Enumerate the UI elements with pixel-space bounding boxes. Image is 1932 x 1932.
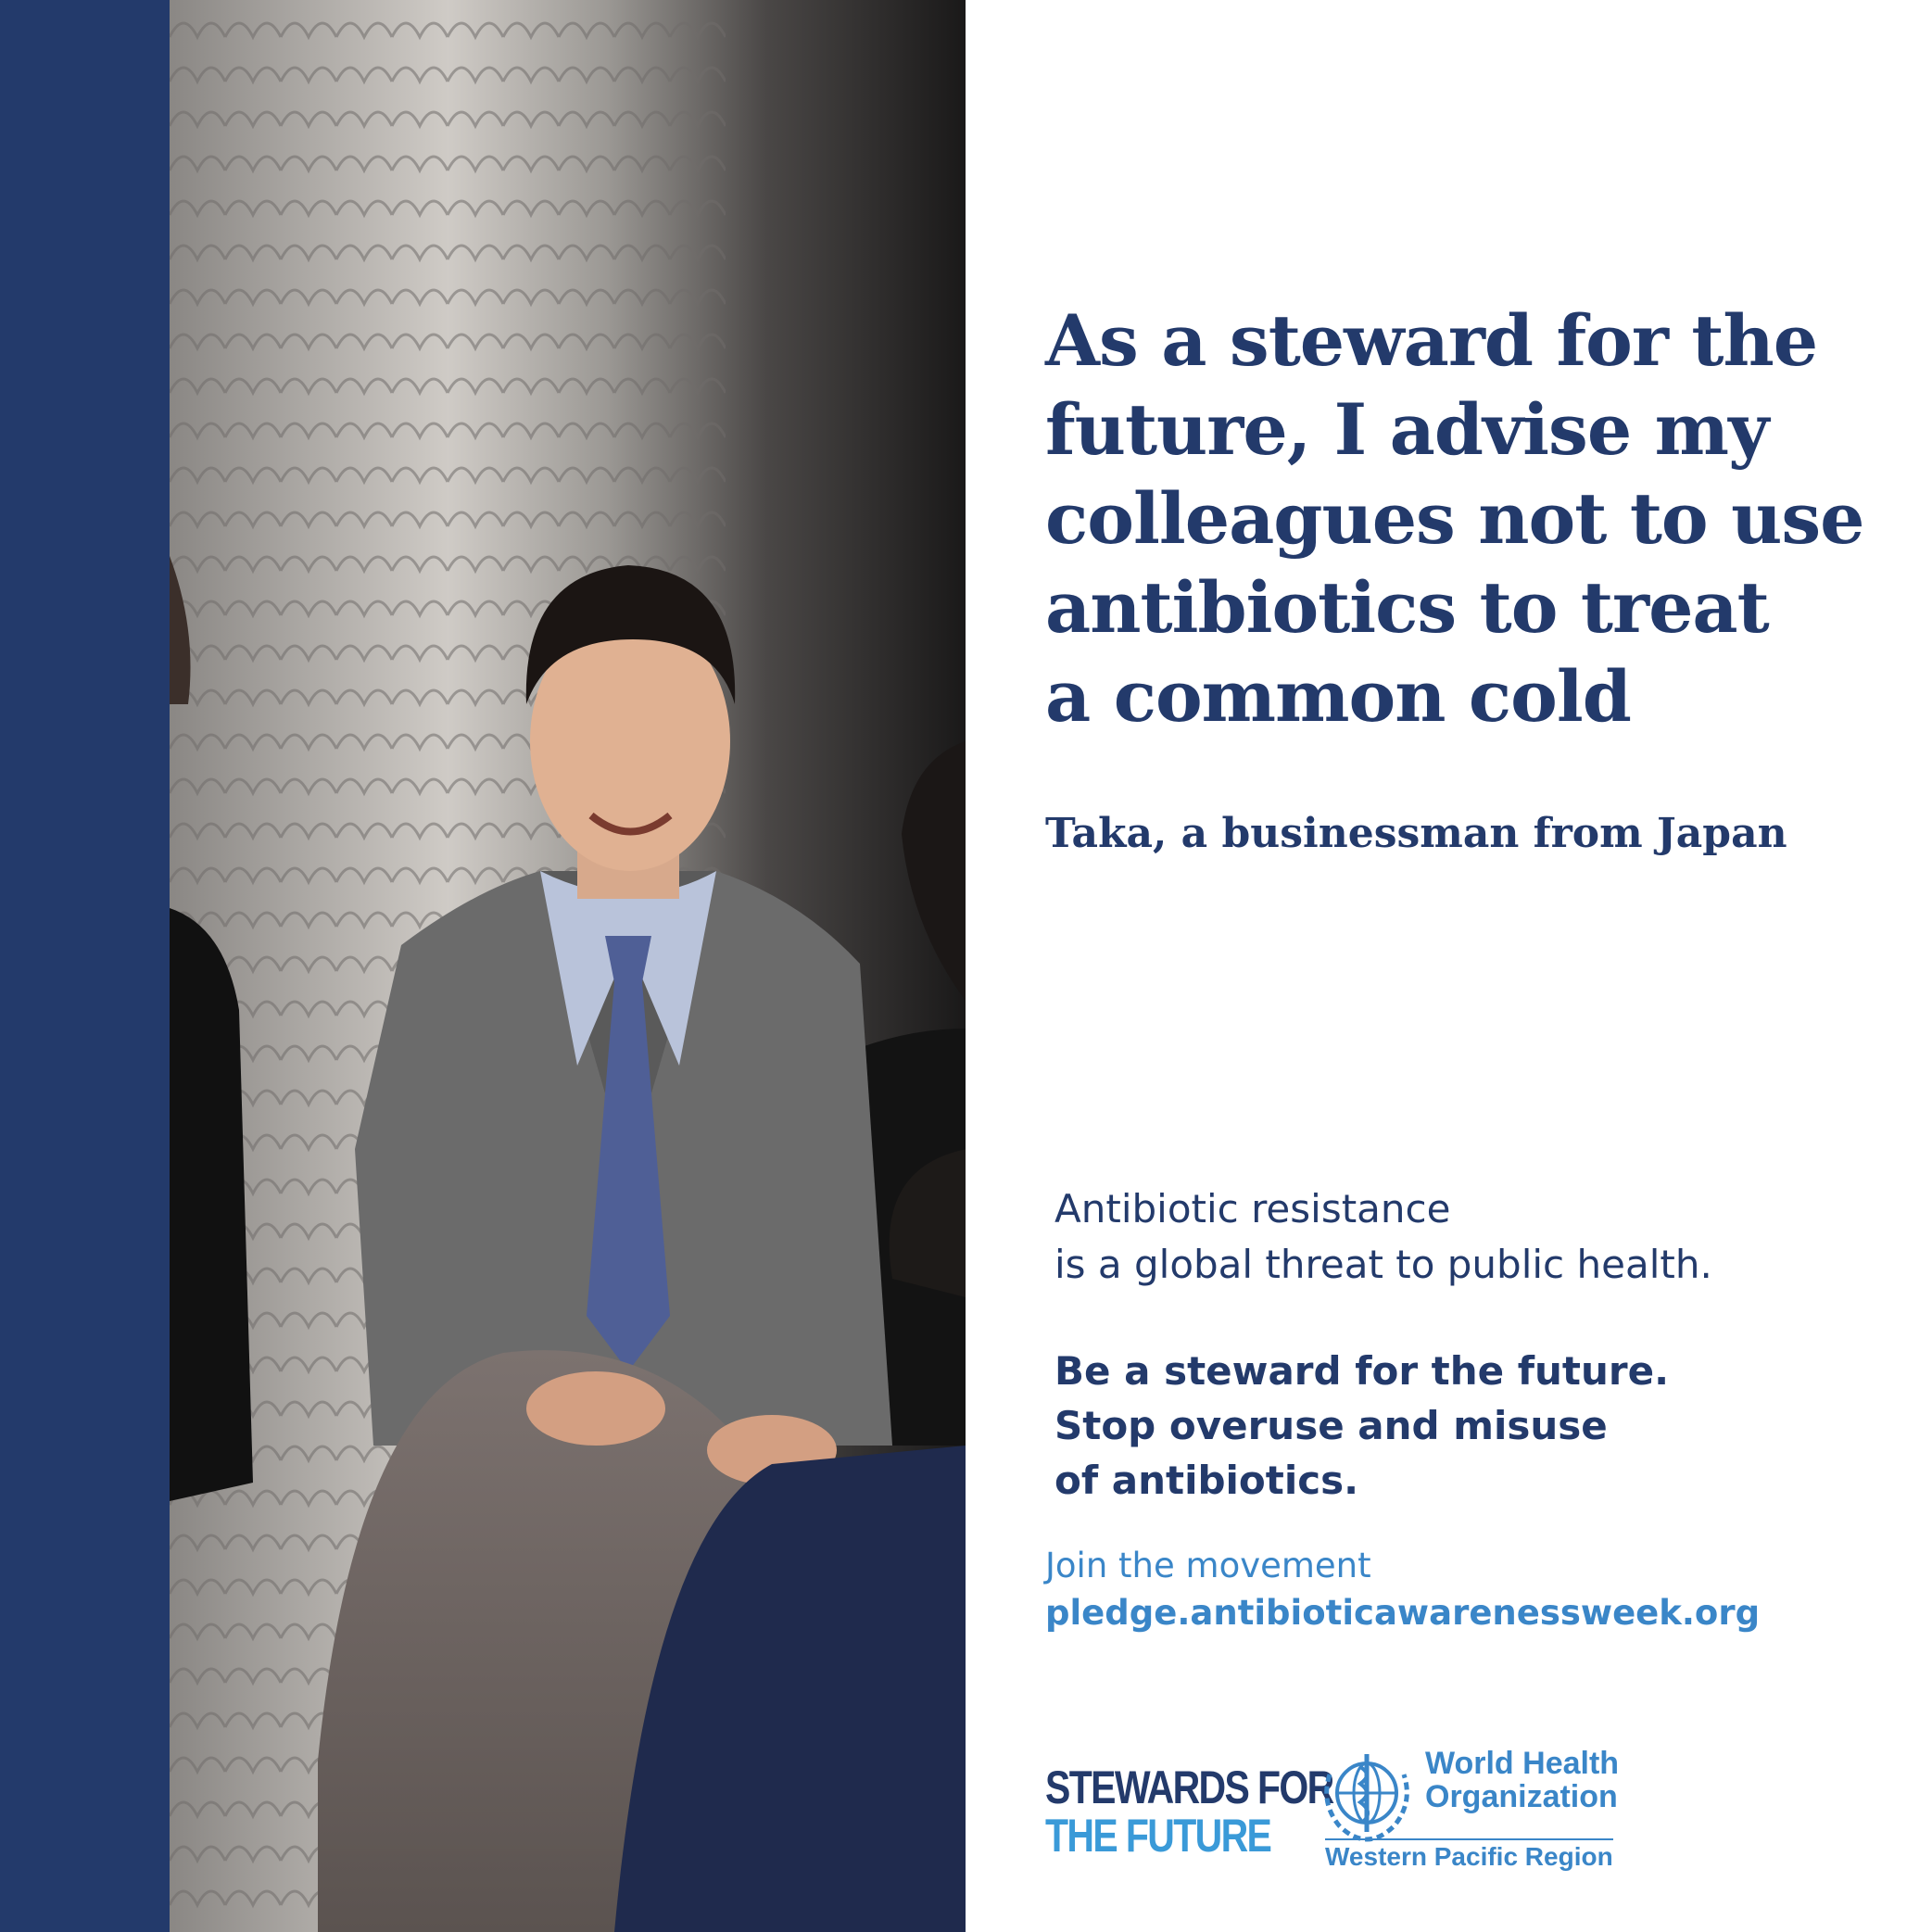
quote-line: As a steward for the (1045, 299, 1818, 382)
who-region: Western Pacific Region (1325, 1838, 1613, 1872)
portrait-photo (170, 0, 966, 1932)
who-logo (1316, 1746, 1622, 1871)
who-name (1425, 1747, 1619, 1813)
quote-line: a common cold (1045, 655, 1631, 738)
campaign-logo-line: THE FUTURE (1045, 1810, 1271, 1862)
threat-line: is a global threat to public health. (1054, 1242, 1712, 1287)
stewards-for-the-future-logo (1045, 1763, 1333, 1860)
call-to-action (1054, 1344, 1669, 1508)
who-name-line: Organization (1425, 1779, 1618, 1814)
who-emblem-icon (1316, 1747, 1418, 1849)
pledge-quote (1045, 297, 1864, 741)
quote-line: future, I advise my (1045, 388, 1769, 471)
quote-line: antibiotics to treat (1045, 566, 1769, 649)
pledge-link[interactable]: pledge.antibioticawarenessweek.org (1045, 1593, 1761, 1633)
who-name-line: World Health (1425, 1746, 1620, 1781)
cta-line: Be a steward for the future. (1054, 1348, 1670, 1394)
threat-statement (1054, 1181, 1712, 1293)
quote-line: colleagues not to use (1045, 477, 1864, 560)
quote-attribution: Taka, a businessman from Japan (1045, 810, 1787, 857)
cta-line: of antibiotics. (1054, 1458, 1359, 1503)
cta-line: Stop overuse and misuse (1054, 1403, 1608, 1448)
left-color-bar (0, 0, 170, 1932)
threat-line: Antibiotic resistance (1054, 1186, 1451, 1231)
portrait-illustration (170, 0, 966, 1932)
campaign-logo-line: STEWARDS FOR (1045, 1762, 1333, 1813)
join-label: Join the movement (1045, 1546, 1371, 1585)
